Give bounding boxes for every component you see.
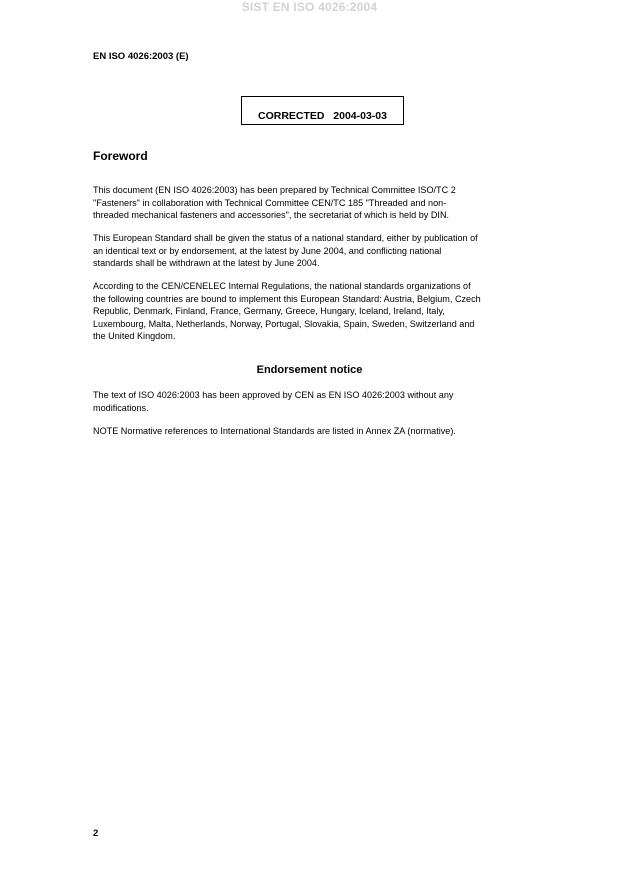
text-line: The text of ISO 4026:2003 has been approved by CEN as EN ISO 4026:2003 without any	[93, 390, 454, 400]
text-line: standards shall be withdrawn at the latest by June 2004.	[93, 258, 320, 268]
text-line: threaded mechanical fasteners and accessories", the secretariat of which is held by DIN.	[93, 210, 450, 220]
text-line: the United Kingdom.	[93, 331, 176, 341]
endorsement-title: Endorsement notice	[256, 364, 363, 376]
foreword-paragraph-3	[93, 280, 543, 343]
endorsement-paragraph	[93, 389, 543, 414]
page-number: 2	[93, 828, 99, 839]
text-line: modifications.	[93, 402, 149, 413]
watermark: SIST EN ISO 4026:2004	[241, 0, 378, 14]
foreword-title: Foreword	[93, 149, 148, 163]
normative-note	[93, 425, 543, 438]
text-line: an identical text or by endorsement, at the latest by June 2004, and conflicting national	[93, 245, 442, 256]
text-line: Luxembourg, Malta, Netherlands, Norway, Portugal, Slovakia, Spain, Sweden, Switzerland and	[93, 318, 475, 329]
foreword-paragraph-1	[93, 184, 543, 222]
foreword-paragraph-2	[93, 232, 543, 270]
text-line: the following countries are bound to implement this European Standard: Austria, Belgium, Czech	[93, 293, 481, 304]
corrected-notice: CORRECTED 2004-03-03	[241, 96, 404, 125]
text-line: NOTE Normative references to International Standards are listed in Annex ZA (normative).	[93, 426, 456, 436]
text-line: This European Standard shall be given the status of a national standard, either by publication of	[93, 233, 478, 243]
text-line: According to the CEN/CENELEC Internal Regulations, the national standards organizations of	[93, 281, 471, 291]
text-line: This document (EN ISO 4026:2003) has been prepared by Technical Committee ISO/TC 2	[93, 185, 456, 195]
text-line: Republic, Denmark, Finland, France, Germany, Greece, Hungary, Iceland, Ireland, Italy,	[93, 306, 445, 316]
text-line: "Fasteners" in collaboration with Technical Committee CEN/TC 185 "Threaded and non-	[93, 197, 447, 208]
document-id: EN ISO 4026:2003 (E)	[93, 51, 189, 62]
